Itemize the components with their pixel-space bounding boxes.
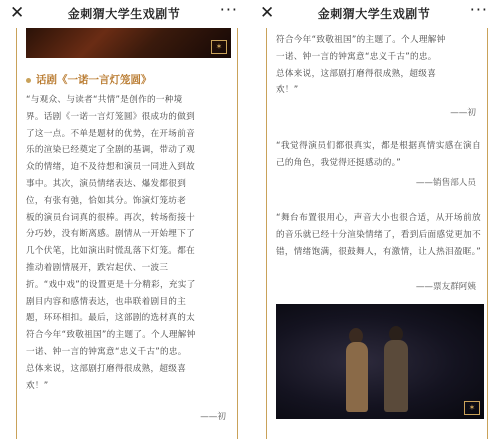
gold-border-left [266, 28, 267, 439]
quote-signature: ——销售部人员 [415, 178, 476, 188]
article-content[interactable] [254, 28, 494, 439]
review-line: 欢！” [26, 380, 49, 391]
more-options-icon[interactable]: ··· [219, 0, 238, 19]
audience-quote: “我觉得演员们都很真实，都是根据真情实感在演自己的角色，我觉得还挺感动的。” [276, 141, 481, 168]
review-text-continued [276, 32, 481, 99]
stage-photo [26, 28, 231, 58]
review-line: 符合今年“致敬祖国”的主题了。个人理解钟 [26, 330, 196, 341]
review-line: 乐的渲染已经奠定了全剧的基调，带动了观 [26, 145, 195, 156]
page-title: 金刺猬大学生戏剧节 [317, 7, 431, 21]
review-line: 一诺、钟一言的钟寓意“忠义千古”的忠。 [26, 346, 187, 357]
stage-performance-photo [276, 304, 484, 419]
gold-border-right [237, 28, 238, 439]
review-line: 一诺、钟一言的钟寓意“忠义千古”的忠。 [276, 51, 437, 62]
review-line: 众的情绪，迫不及待想和演员一同进入到故 [26, 162, 195, 173]
review-text [26, 92, 231, 394]
review-line: 板的演员台词真的很棒。再次，转场衔接十 [26, 212, 195, 223]
review-signature: ——初 [450, 108, 476, 118]
gold-border-left [16, 28, 17, 439]
section-heading [26, 72, 152, 87]
audience-quote: “舞台布置很用心，声音大小也很合适，从开场前放的音乐就已经十分渲染情绪了，看到后面感觉更加不错，情绪饱满，很鼓舞人，有激情，让人热泪盈眶。” [276, 213, 482, 257]
review-line: 几个伏笔，比如演出时慌乱落下灯笼。都在 [26, 246, 195, 257]
left-phone-screen [4, 0, 244, 439]
top-nav-bar [4, 0, 244, 28]
review-signature: ——初 [200, 412, 226, 422]
page-title: 金刺猬大学生戏剧节 [67, 7, 181, 21]
review-line: 符合今年“致敬祖国”的主题了。个人理解钟 [276, 35, 446, 45]
bullet-dot-icon [26, 78, 31, 83]
review-line: 折。“戏中戏”的设置更是十分精彩，充实了 [26, 279, 196, 290]
quote-signature: ——票友群阿姨 [415, 282, 476, 292]
section-heading-text: 话剧《一诺一言灯笼圆》 [36, 74, 152, 86]
actor-figure [384, 340, 408, 412]
review-line: 分巧妙，没有断离感。剧情从一开始埋下了 [26, 229, 195, 240]
top-nav-bar [254, 0, 494, 28]
close-icon[interactable]: ✕ [10, 3, 25, 23]
review-line: 剧目内容和感情表达，也串联着剧目的主 [26, 296, 187, 307]
actress-figure [346, 342, 368, 412]
festival-logo-icon: ✶ [211, 40, 227, 54]
review-line: “与观众、与读者“共情”是创作的一种境 [26, 95, 183, 105]
review-line: 位，有张有弛，恰如其分。饰演灯笼坊老 [26, 195, 187, 206]
review-line: 界。话剧《一诺一言灯笼圆》很成功的做到 [26, 111, 195, 122]
article-content[interactable] [4, 28, 244, 439]
review-line: 了这一点。不单是题材的优势，在开场前音 [26, 128, 195, 139]
more-options-icon[interactable]: ··· [469, 0, 488, 19]
review-line: 推动着剧情展开，跌宕起伏、一波三 [26, 262, 169, 273]
right-phone-screen [254, 0, 494, 439]
review-line: 总体来说，这部剧打磨得很成熟，超级喜 [276, 68, 437, 79]
gold-border-right [487, 28, 488, 439]
review-line: 事中。其次，演员情绪表达、爆发都很到 [26, 178, 187, 189]
close-icon[interactable]: ✕ [260, 3, 275, 23]
review-line: 总体来说，这部剧打磨得很成熟，超级喜 [26, 363, 187, 374]
review-line: 欢！” [276, 85, 299, 96]
review-line: 题，环环相扣。最后，这部剧的选材真的太 [26, 313, 195, 324]
festival-logo-icon: ✶ [464, 401, 480, 415]
